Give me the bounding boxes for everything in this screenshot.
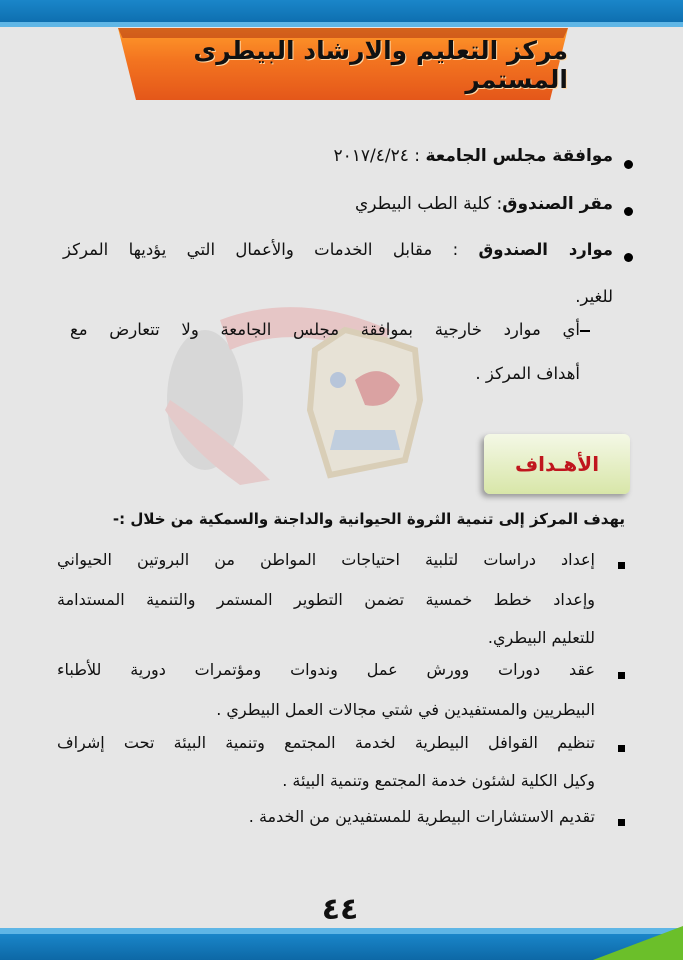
resources-line-1 [63,240,613,259]
approval-label: موافقة مجلس الجامعة [425,146,613,166]
resources-label: موارد الصندوق [478,240,614,259]
hq-line [355,194,613,214]
goal-2-line-1: عقد دورات وورش عمل وندوات ومؤتمرات دورية للأطباء [57,660,595,679]
goal-1-line-2: وإعداد خطط خمسية تضمن التطوير المستمر والتنمية المستدامة [57,590,595,609]
resources-value: : مقابل الخدمات والأعمال التي يؤديها المركز [63,240,459,259]
hq-label: مقر الصندوق [502,194,613,214]
goal-1-line-3: للتعليم البيطري. [487,628,595,647]
goals-intro: يهدف المركز إلى تنمية الثروة الحيوانية والداجنة والسمكية من خلال :- [112,510,625,528]
bullet-dot [624,160,633,169]
bottom-green-corner [593,926,683,960]
goal-3-line-1: تنظيم القوافل البيطرية لخدمة المجتمع وتنمية البيئة تحت إشراف [57,733,595,752]
goal-4-line-1: تقديم الاستشارات البيطرية للمستفيدين من الخدمة . [248,807,595,826]
approval-line [334,146,613,166]
resources-line-2: للغير. [575,287,613,306]
approval-value: : ٢٠١٧/٤/٢٤ [333,146,421,166]
external-line-2: أهداف المركز . [475,364,580,383]
bottom-blue-band [0,934,683,960]
square-bullet [618,672,625,679]
square-bullet [618,819,625,826]
hq-value: : كلية الطب البيطري [355,194,503,214]
top-blue-band [0,0,683,22]
page-title: مركز التعليم والارشاد البيطرى المستمر [193,36,568,94]
dash-marker [580,330,590,332]
page-number: ٤٤ [321,892,359,927]
top-light-band [0,22,683,27]
goal-1-line-1: إعداد دراسات لتلبية احتياجات المواطن من البروتين الحيواني [57,550,595,569]
goal-3-line-2: وكيل الكلية لشئون خدمة المجتمع وتنمية البيئة . [282,771,595,790]
square-bullet [618,562,625,569]
bullet-dot [624,253,633,262]
external-line-1: أي موارد خارجية بموافقة مجلس الجامعة ولا تتعارض مع [70,320,580,339]
bullet-dot [624,207,633,216]
goal-2-line-2: البيطريين والمستفيدين في شتي مجالات العمل البيطري . [216,700,595,719]
square-bullet [618,745,625,752]
goals-heading: الأهـداف [514,452,600,476]
